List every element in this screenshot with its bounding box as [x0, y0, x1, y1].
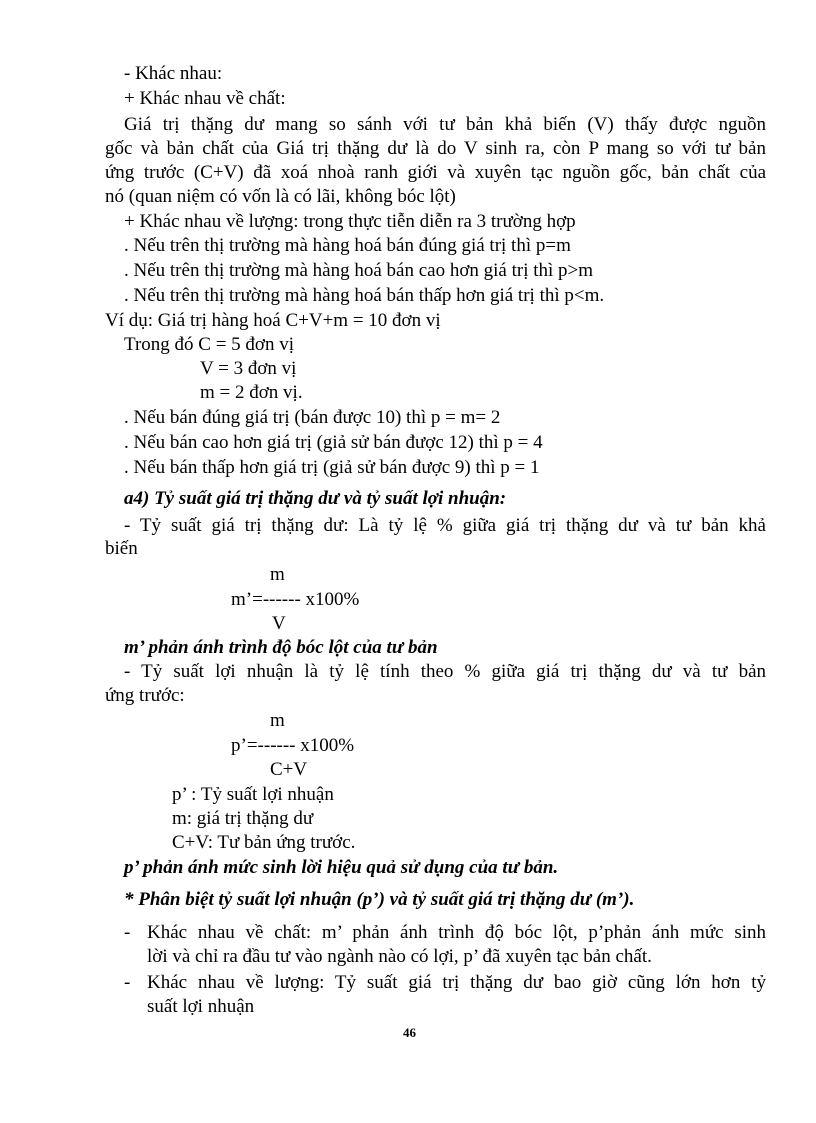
text-line: nó (quan niệm có vốn là có lãi, không bóc lột) [105, 186, 456, 207]
formula-numerator: m [270, 710, 285, 731]
formula-line: p’=------ x100% [231, 735, 355, 756]
formula-line: m’=------ x100% [231, 589, 360, 610]
text-line: - Tỷ suất lợi nhuận là tỷ lệ tính theo % giữa giá trị thặng dư và tư bản [124, 661, 766, 682]
text-line: . Nếu bán đúng giá trị (bán được 10) thì p = m= 2 [124, 407, 501, 428]
text-line: C+V: Tư bản ứng trước. [172, 832, 356, 853]
italic-note: m’ phản ánh trình độ bóc lột của tư bản [124, 637, 438, 658]
text-line: . Nếu trên thị trường mà hàng hoá bán thấp hơn giá trị thì p<m. [124, 285, 605, 306]
text-line: Giá trị thặng dư mang so sánh với tư bản khả biến (V) thấy được nguồn [124, 114, 766, 135]
text-line: Trong đó C = 5 đơn vị [124, 334, 294, 355]
section-heading: a4) Tỷ suất giá trị thặng dư và tỷ suất lợi nhuận: [124, 488, 507, 509]
text-line: Khác nhau về chất: m’ phản ánh trình độ bóc lột, p’phản ánh mức sinh [147, 922, 766, 943]
text-line: V = 3 đơn vị [200, 358, 297, 379]
text-line: Khác nhau về lượng: Tỷ suất giá trị thặng dư bao giờ cũng lớn hơn tỷ [147, 972, 766, 993]
text-line: p’ : Tỷ suất lợi nhuận [172, 784, 334, 805]
formula-numerator: m [270, 564, 285, 585]
text-line: Ví dụ: Giá trị hàng hoá C+V+m = 10 đơn vị [105, 310, 441, 331]
text-line: suất lợi nhuận [147, 996, 255, 1017]
text-line: ứng trước: [105, 685, 185, 706]
text-line: gốc và bản chất của Giá trị thặng dư là do V sinh ra, còn P mang so với tư bản [105, 138, 766, 159]
text-line: lời và chỉ ra đầu tư vào ngành nào có lợi, p’ đã xuyên tạc bản chất. [147, 946, 652, 967]
bullet-dash: - [124, 922, 131, 943]
text-line: m: giá trị thặng dư [172, 808, 314, 829]
formula-denominator: V [272, 613, 286, 634]
text-line: m = 2 đơn vị. [200, 382, 303, 403]
page-number: 46 [403, 1025, 416, 1040]
text-line: + Khác nhau về chất: [124, 88, 286, 109]
text-line: . Nếu bán cao hơn giá trị (giả sử bán được 12) thì p = 4 [124, 432, 543, 453]
text-line: . Nếu trên thị trường mà hàng hoá bán cao hơn giá trị thì p>m [124, 260, 594, 281]
text-line: - Tỷ suất giá trị thặng dư: Là tỷ lệ % giữa giá trị thặng dư và tư bản khả [124, 515, 766, 536]
formula-denominator: C+V [270, 759, 308, 780]
italic-note: p’ phản ánh mức sinh lời hiệu quả sử dụng của tư bản. [124, 857, 559, 878]
text-line: biến [105, 538, 138, 559]
text-line: + Khác nhau về lượng: trong thực tiễn diễn ra 3 trường hợp [124, 211, 576, 232]
bullet-dash: - [124, 972, 131, 993]
text-line: . Nếu bán thấp hơn giá trị (giả sử bán được 9) thì p = 1 [124, 457, 540, 478]
text-line: . Nếu trên thị trường mà hàng hoá bán đúng giá trị thì p=m [124, 235, 571, 256]
text-line: - Khác nhau: [124, 63, 223, 84]
text-line: ứng trước (C+V) đã xoá nhoà ranh giới và xuyên tạc nguồn gốc, bản chất của [105, 162, 766, 183]
section-heading: * Phân biệt tỷ suất lợi nhuận (p’) và tỷ suất giá trị thặng dư (m’). [124, 889, 635, 910]
